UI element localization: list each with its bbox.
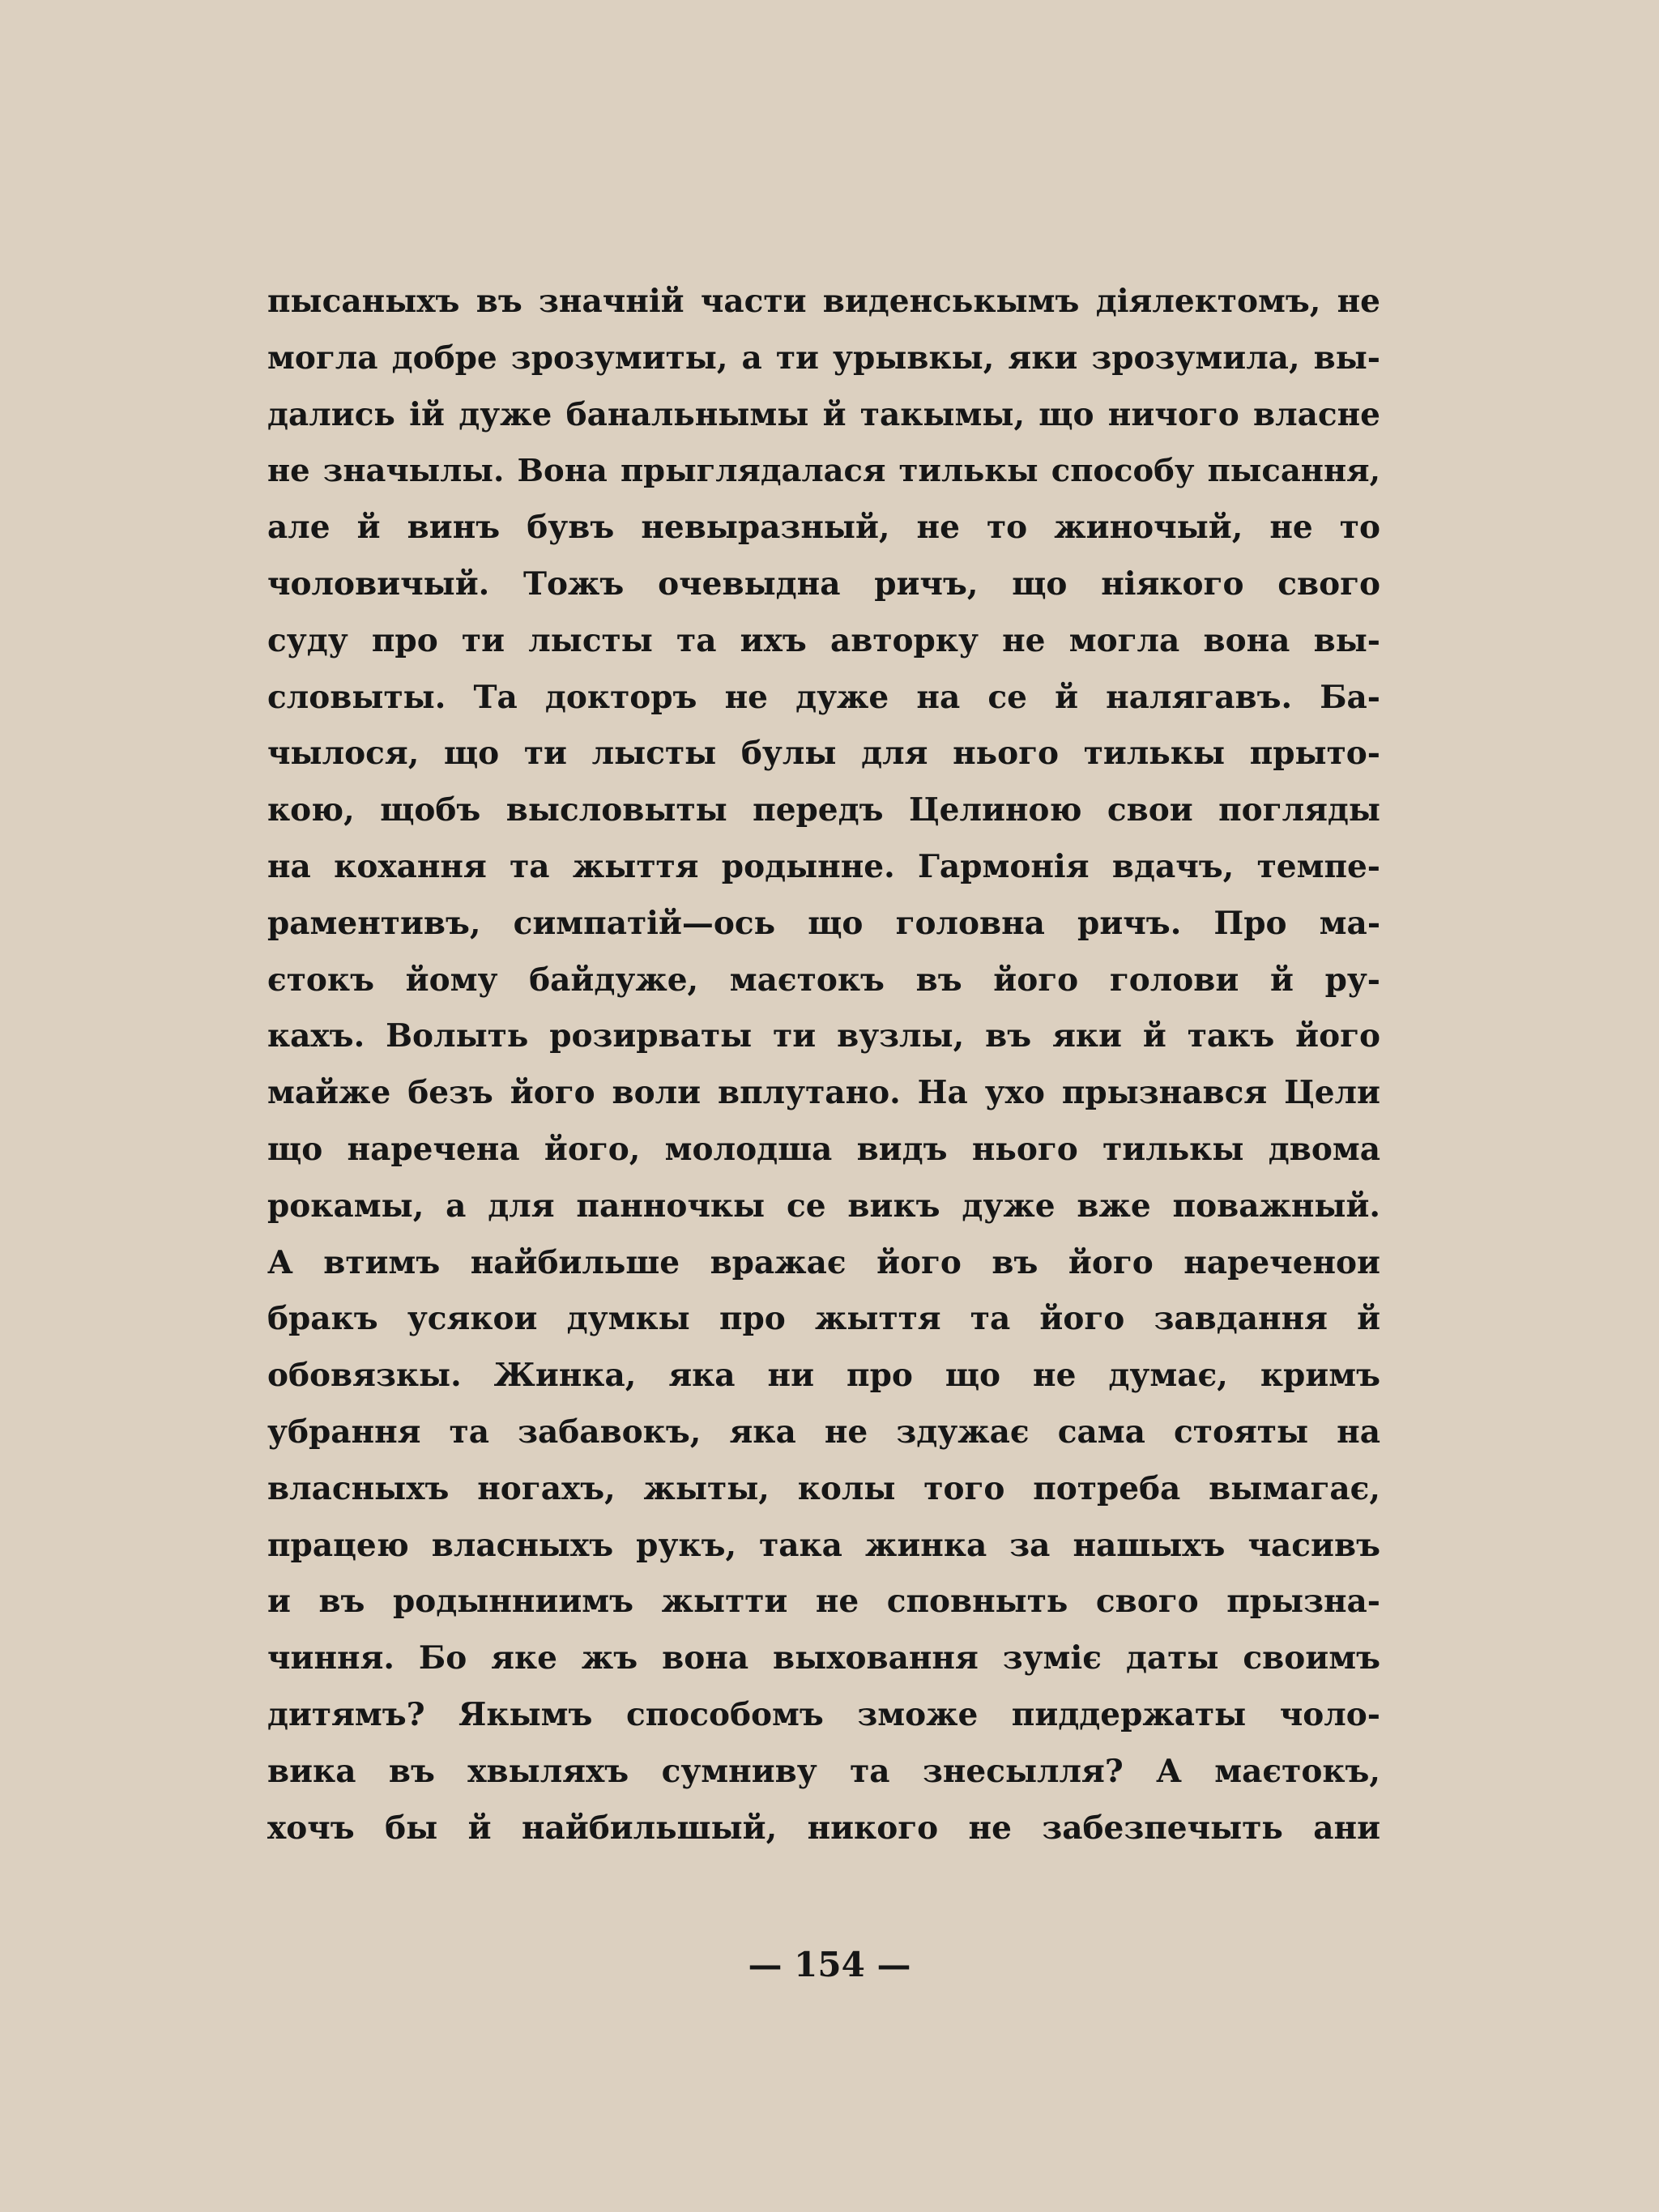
text-line: дались ій дуже банальнымы й такымы, що ничого власне <box>267 395 1380 433</box>
text-line: хочъ бы й найбильшый, никого не забезпечыть ани <box>267 1809 1380 1847</box>
text-line: майже безъ його воли вплутано. На ухо прызнався Цели <box>267 1074 1380 1112</box>
text-line: дитямъ? Якымъ способомъ зможе пиддержаты чоло- <box>267 1695 1380 1733</box>
text-line: убрання та забавокъ, яка не здужає сама стояты на <box>267 1413 1380 1451</box>
text-line: але й винъ бувъ невыразный, не то жиночый, не то <box>267 509 1380 547</box>
text-line: пысаныхъ въ значній части виденськымъ діялектомъ, не <box>267 283 1380 320</box>
text-line: рокамы, а для панночкы се викъ дуже вже поважный. <box>267 1187 1380 1225</box>
text-line: вика въ хвыляхъ сумниву та знесылля? А маєтокъ, <box>267 1752 1380 1790</box>
page-number: — 154 — <box>748 1945 911 1984</box>
text-line: працею власныхъ рукъ, така жинка за нашыхъ часивъ <box>267 1526 1380 1564</box>
text-line: словыты. Та докторъ не дуже на се й налягавъ. Ба- <box>267 678 1380 716</box>
text-line: що наречена його, молодша видъ нього тилькы двома <box>267 1130 1380 1168</box>
text-line: суду про ти лысты та ихъ авторку не могла вона вы- <box>267 621 1380 659</box>
text-line: єтокъ йому байдуже, маєтокъ въ його голови й ру- <box>267 961 1380 999</box>
text-line: могла добре зрозумиты, а ти урывкы, яки зрозумила, вы- <box>267 339 1380 377</box>
text-line: чиння. Бо яке жъ вона выховання зуміє даты своимъ <box>267 1639 1380 1677</box>
body-text <box>267 274 1380 1856</box>
text-line: кою, щобъ высловыты передъ Целиною свои погляды <box>267 791 1380 829</box>
text-line: кахъ. Волыть розирваты ти вузлы, въ яки й такъ його <box>267 1017 1380 1055</box>
text-line: и въ родынниимъ жытти не сповныть свого прызна- <box>267 1583 1380 1621</box>
text-line: власныхъ ногахъ, жыты, колы того потреба вымагає, <box>267 1469 1380 1507</box>
text-line: чылося, що ти лысты булы для нього тилькы прыто- <box>267 735 1380 773</box>
text-line: раментивъ, симпатій—ось що головна ричъ. Про ма- <box>267 904 1380 942</box>
text-line: не значылы. Вона прыглядалася тилькы способу пысання, <box>267 453 1380 490</box>
text-line: А втимъ найбильше вражає його въ його нареченои <box>267 1243 1380 1281</box>
text-line: обовязкы. Жинка, яка ни про що не думає, кримъ <box>267 1357 1380 1395</box>
text-line: чоловичый. Тожъ очевыдна ричъ, що ніякого свого <box>267 565 1380 603</box>
text-line: бракъ усякои думкы про жыття та його завдання й <box>267 1300 1380 1338</box>
text-line: на кохання та жыття родынне. Гармонія вдачъ, темпе- <box>267 847 1380 885</box>
